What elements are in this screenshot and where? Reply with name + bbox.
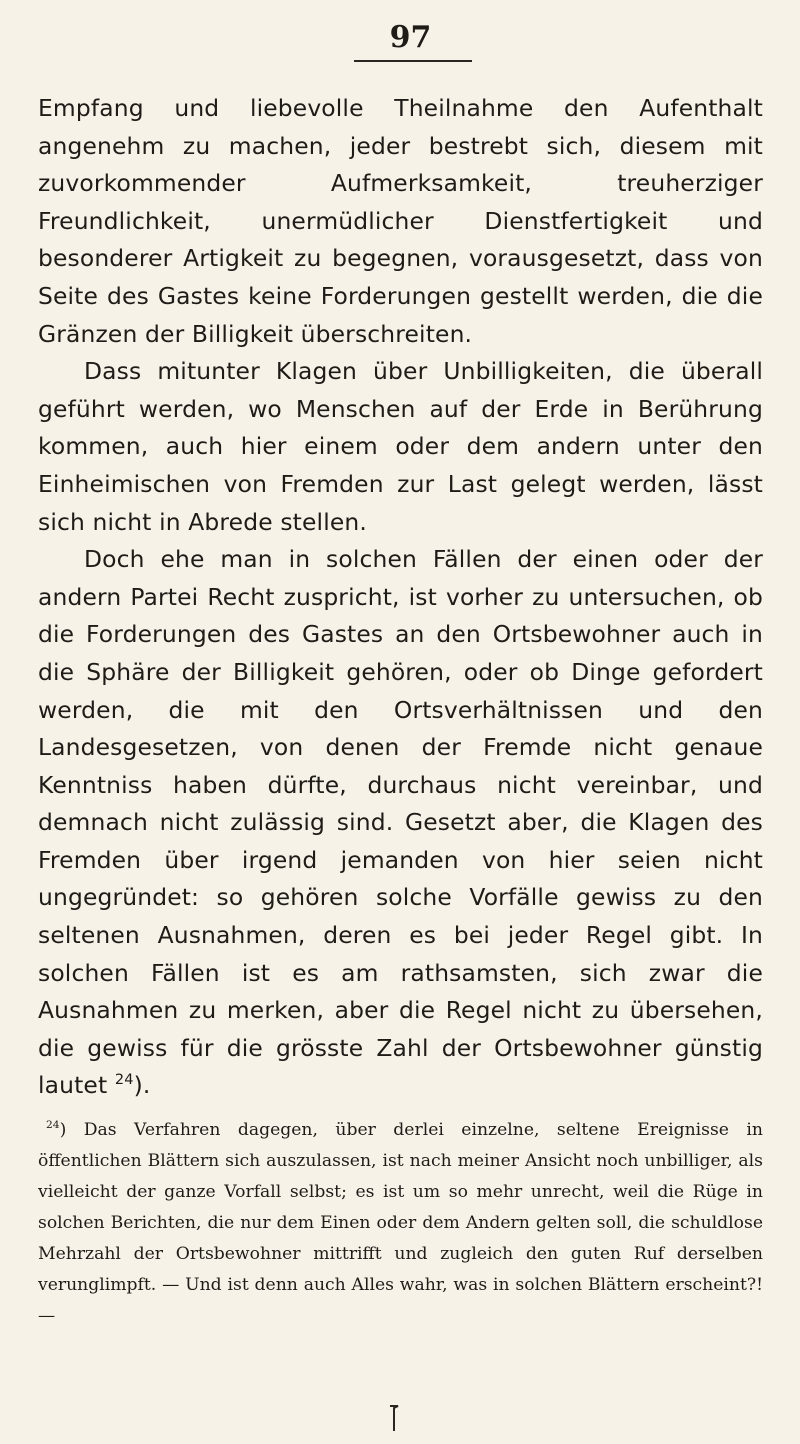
footnote-marker-suffix: ) bbox=[59, 1120, 67, 1141]
footnote-reference: 24 bbox=[114, 1071, 134, 1088]
footnote-marker: 24 bbox=[46, 1117, 60, 1131]
body-text bbox=[38, 90, 763, 1105]
paragraph-3-text: Doch ehe man in solchen Fällen der einen oder der andern Partei Recht zuspricht, ist vorher zu untersuchen, ob die Forderungen des Gastes an den Ortsbewohner auch in die Sphäre der Billigkeit gehören, oder ob Dinge gefordert werden, die mit den Ortsverhältnissen und den Landesgesetzen, von denen der Fremde nicht genaue Kenntniss haben dürfte, durchaus nicht vereinbar, und demnach nicht zulässig sind. Gesetzt aber, die Klagen des Fremden über irgend jemanden von hier seien nicht ungegründet: so gehören solche Vorfälle gewiss zu den seltenen Ausnahmen, deren es bei jeder Regel gibt. In solchen Fällen ist es am rathsamsten, sich zwar die Ausnahmen zu merken, aber die Regel nicht zu übersehen, die gewiss für die grösste Zahl der Ortsbewohner günstig lautet bbox=[38, 545, 763, 1100]
paragraph-3 bbox=[38, 541, 763, 1105]
footnote bbox=[38, 1115, 763, 1332]
footnote-text: Das Verfahren dagegen, über derlei einzelne, seltene Ereignisse in öffentlichen Blättern sich auszulassen, ist nach meiner Ansicht noch unbilliger, als vielleicht der ganze Vorfall selbst; es ist um so mehr unrecht, weil die Rüge in solchen Berichten, die nur dem Einen oder dem Andern gelten soll, die schuldlose Mehrzahl der Ortsbewohner mittrifft und zugleich den guten Ruf derselben verunglimpft. — Und ist denn auch Alles wahr, was in solchen Blättern erscheint?! — bbox=[38, 1120, 763, 1327]
signature-mark bbox=[389, 1404, 399, 1432]
footnote-reference-suffix: ). bbox=[133, 1071, 151, 1100]
page-number-rule bbox=[354, 60, 472, 62]
page-content bbox=[38, 18, 763, 1332]
footnote-paragraph bbox=[38, 1115, 763, 1332]
paragraph-2: Dass mitunter Klagen über Unbilligkeiten, die überall geführt werden, wo Menschen auf der Erde in Berührung kommen, auch hier einem oder dem andern unter den Einheimischen von Fremden zur Last gelegt werden, lässt sich nicht in Abrede stellen. bbox=[38, 357, 763, 536]
paragraph-1: Empfang und liebevolle Theilnahme den Aufenthalt angenehm zu machen, jeder bestrebt sich, diesem mit zuvorkommender Aufmerksamkeit, treuherziger Freundlichkeit, unermüdlicher Dienstfertigkeit und besonderer Artigkeit zu begegnen, vorausgesetzt, dass von Seite des Gastes keine Forderungen gestellt werden, die die Gränzen der Billigkeit überschreiten. bbox=[38, 94, 763, 348]
page-number: 97 bbox=[389, 20, 432, 55]
